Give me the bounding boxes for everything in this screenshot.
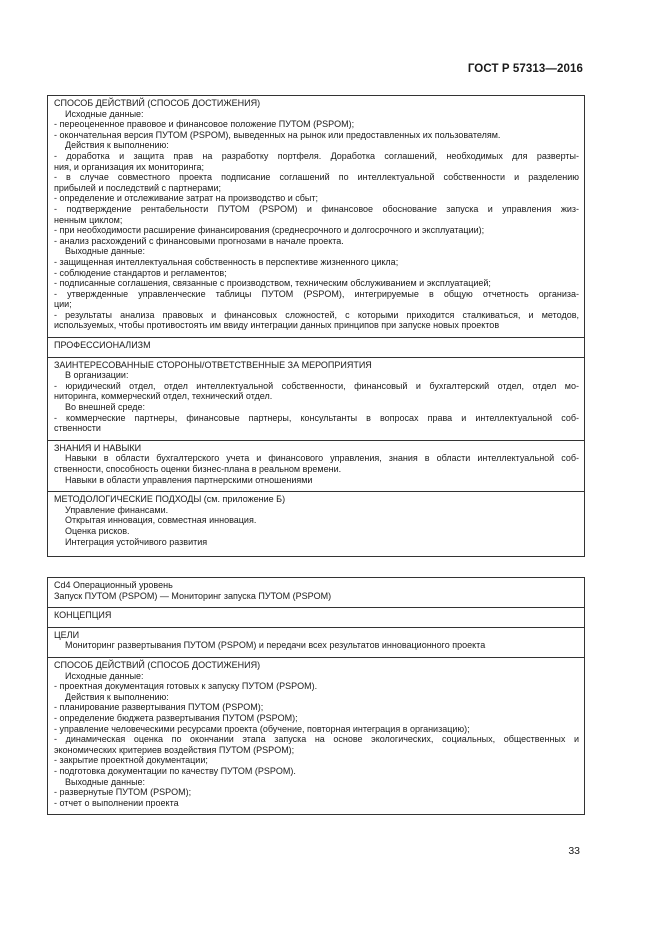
text-line: - при необходимости расширение финансирования (среднесрочного и долгосрочного и эксплуатации);	[54, 225, 485, 236]
process-table-cd3-continued	[47, 95, 585, 557]
section-heading: ЦЕЛИ	[54, 629, 80, 640]
stakeholders-cell	[48, 357, 584, 440]
text-line: Исходные данные:	[65, 670, 144, 681]
text-line: ненным циклом;	[54, 214, 123, 225]
goals-cell	[48, 627, 584, 657]
knowledge-skills-lines	[54, 453, 579, 485]
text-line: - утвержденные управленческие таблицы ПУТОМ (PSPOM), интегрируемые в общую отчетность организа-	[54, 288, 579, 299]
text-line: - подтверждение рентабельности ПУТОМ (PSPOM) и финансовое обоснование запуска и управления жиз-	[54, 203, 579, 214]
text-line: - окончательная версия ПУТОМ (PSPOM), выведенных на рынок или предоставленных их пользователям.	[54, 129, 501, 140]
text-line: Управление финансами.	[65, 504, 169, 515]
text-line: Выходные данные:	[65, 246, 146, 257]
text-line: Навыки в области управления партнерскими отношениями	[65, 474, 313, 485]
text-line: - защищенная интеллектуальная собственность в перспективе жизненного цикла;	[54, 256, 399, 267]
section-heading: ЗАИНТЕРЕСОВАННЫЕ СТОРОНЫ/ОТВЕТСТВЕННЫЕ ЗА МЕРОПРИЯТИЯ	[54, 359, 372, 370]
text-line: - определение бюджета развертывания ПУТОМ (PSPOM);	[54, 712, 298, 723]
text-line: Выходные данные:	[65, 776, 146, 787]
text-line: Интеграция устойчивого развития	[65, 536, 208, 547]
text-line: - закрытие проектной документации;	[54, 755, 208, 766]
text-line: - проектная документация готовых к запуску ПУТОМ (PSPOM).	[54, 681, 318, 692]
text-line: - развернутые ПУТОМ (PSPOM);	[54, 787, 192, 798]
text-line: используемых, чтобы противостоять им ввиду интеграции данных принципов при запуске новых проектов	[54, 320, 500, 331]
text-line: экономических критериев воздействия ПУТОМ (PSPOM);	[54, 744, 295, 755]
section-heading: КОНЦЕПЦИЯ	[54, 610, 112, 621]
text-line: ниторинга, коммерческий отдел, технический отдел.	[54, 391, 273, 402]
text-line: - динамическая оценка по окончании этапа запуска на основе экологических, социальных, общественных и	[54, 734, 579, 745]
text-line: ственности	[54, 423, 101, 434]
text-line: прибылей и последствий с партнерами;	[54, 182, 222, 193]
text-line: ния, и организация их мониторинга;	[54, 161, 205, 172]
text-line: - коммерческие партнеры, финансовые партнеры, консультанты в вопросах права и интеллектуальной соб-	[54, 412, 579, 423]
level-subtitle: Запуск ПУТОМ (PSPOM) — Мониторинг запуска ПУТОМ (PSPOM)	[54, 590, 332, 601]
text-line: - подготовка документации по качеству ПУТОМ (PSPOM).	[54, 765, 296, 776]
methodological-approaches-cell	[48, 491, 584, 556]
goals-text: Мониторинг развертывания ПУТОМ (PSPOM) и передачи всех результатов инновационного проекта	[65, 640, 486, 651]
action-method-lines	[54, 109, 579, 331]
text-line: В организации:	[65, 370, 129, 381]
text-line: - доработка и защита прав на разработку портфеля. Доработка соглашений, необходимых для разверты-	[54, 150, 579, 161]
text-line: - юридический отдел, отдел интеллектуальной собственности, финансовый и бухгалтерский отдел, отдел мо-	[54, 380, 579, 391]
text-line: - в случае совместного проекта подписание соглашений по интеллектуальной собственности и разделению	[54, 172, 579, 183]
section-heading: ЗНАНИЯ И НАВЫКИ	[54, 442, 142, 453]
text-line: - планирование развертывания ПУТОМ (PSPOM);	[54, 702, 264, 713]
methodological-approaches-lines	[54, 505, 579, 547]
text-line: - отчет о выполнении проекта	[54, 797, 179, 808]
action-method-lines	[54, 671, 579, 809]
action-method-cell	[48, 657, 584, 814]
text-line: Открытая инновация, совместная инновация.	[65, 515, 257, 526]
stakeholders-lines	[54, 370, 579, 434]
knowledge-skills-cell	[48, 440, 584, 491]
text-line: Действия к выполнению:	[65, 140, 169, 151]
text-line: Действия к выполнению:	[65, 691, 169, 702]
text-line: Оценка рисков.	[65, 525, 130, 536]
action-method-cell	[48, 96, 584, 337]
text-line: ции;	[54, 299, 72, 310]
text-line: ственности, способность оценки бизнес-плана в реальном времени.	[54, 464, 342, 474]
section-heading: СПОСОБ ДЕЙСТВИЙ (СПОСОБ ДОСТИЖЕНИЯ)	[54, 98, 261, 108]
section-heading: МЕТОДОЛОГИЧЕСКИЕ ПОДХОДЫ (см. приложение Б)	[54, 494, 286, 505]
level-cell	[48, 578, 584, 607]
text-line: Навыки в области бухгалтерского учета и финансового управления, знания в области интеллектуальной соб-	[65, 453, 579, 464]
text-line: - определение и отслеживание затрат на производство и сбыт;	[54, 193, 318, 204]
document-code: ГОСТ Р 57313—2016	[467, 63, 583, 75]
text-line: Во внешней среде:	[65, 402, 146, 413]
text-line: Исходные данные:	[65, 108, 144, 119]
section-heading: СПОСОБ ДЕЙСТВИЙ (СПОСОБ ДОСТИЖЕНИЯ)	[54, 659, 261, 670]
professionalism-cell	[48, 337, 584, 357]
section-heading: ПРОФЕССИОНАЛИЗМ	[54, 340, 151, 351]
process-table-cd4	[47, 577, 585, 815]
text-line: - анализ расхождений с финансовыми прогнозами в начале проекта.	[54, 235, 344, 246]
text-line: - результаты анализа правовых и финансовых сложностей, с которыми приходится сталкиваться, и методов,	[54, 309, 579, 320]
concept-cell	[48, 607, 584, 627]
text-line: - управление человеческими ресурсами проекта (обучение, повторная интеграция в организацию);	[54, 723, 470, 734]
text-line: - соблюдение стандартов и регламентов;	[54, 267, 227, 278]
page-number: 33	[568, 845, 580, 857]
text-line: - подписанные соглашения, связанные с производством, техническим обслуживанием и эксплуатацией;	[54, 278, 491, 289]
text-line: - переоцененное правовое и финансовое положение ПУТОМ (PSPOM);	[54, 119, 355, 130]
level-title: Cd4 Операционный уровень	[54, 580, 173, 590]
